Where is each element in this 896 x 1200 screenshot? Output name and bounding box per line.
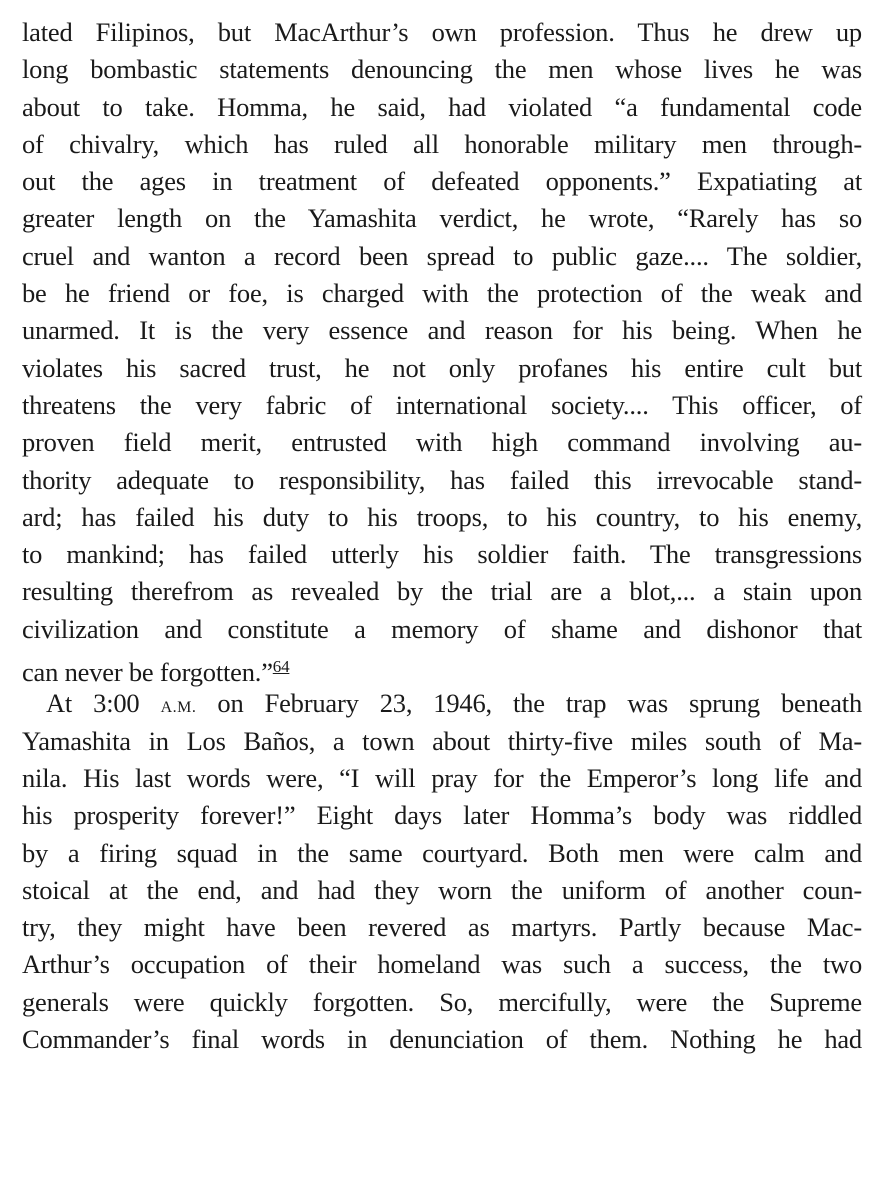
text-line: thority adequate to responsibility, has failed this irrevocable stand- [22,464,862,495]
footnote-link[interactable]: 64 [272,657,290,677]
text-line: cruel and wanton a record been spread to public gaze.... The soldier, [22,240,862,271]
text-line [22,685,862,722]
text-line: to mankind; has failed utterly his soldier faith. The transgressions [22,539,862,570]
text-line: proven field merit, entrusted with high command involving au- [22,427,862,458]
text-line: out the ages in treatment of defeated opponents.” Expatiating at [22,166,862,197]
text-line: violates his sacred trust, he not only profanes his entire cult but [22,352,862,383]
text-fragment: on February 23, 1946, the trap was sprung beneath [196,688,863,719]
text-line: stoical at the end, and had they worn the uniform of another coun- [22,874,862,905]
text-line: Commander’s final words in denunciation of them. Nothing he had [22,1024,862,1055]
text-fragment: At 3:00 [46,688,161,719]
text-line: about to take. Homma, he said, had violated “a fundamental code [22,91,862,122]
text-line: lated Filipinos, but MacArthur’s own profession. Thus he drew up [22,17,862,47]
text-line: generals were quickly forgotten. So, mercifully, were the Supreme [22,986,862,1017]
book-page [22,14,862,1058]
small-caps-time: A.M. [160,699,197,717]
text-line: try, they might have been revered as martyrs. Partly because Mac- [22,912,862,943]
text-line: resulting therefrom as revealed by the trial are a blot,... a stain upon [22,576,862,607]
text-line: nila. His last words were, “I will pray for the Emperor’s long life and [22,762,862,793]
text-line: Yamashita in Los Baños, a town about thirty-five miles south of Ma- [22,725,862,756]
paragraph-executions [22,723,862,1059]
text-line-content: can never be forgotten.” [22,657,273,688]
text-line: Arthur’s occupation of their homeland was such a success, the two [22,949,862,980]
text-line: threatens the very fabric of international society.... This officer, of [22,389,862,420]
text-line: be he friend or foe, is charged with the protection of the weak and [22,278,862,309]
text-line: long bombastic statements denouncing the men whose lives he was [22,54,862,85]
text-line: greater length on the Yamashita verdict, he wrote, “Rarely has so [22,203,862,234]
text-line [22,648,862,688]
text-line: his prosperity forever!” Eight days later Homma’s body was riddled [22,800,862,831]
text-line: unarmed. It is the very essence and reason for his being. When he [22,315,862,346]
text-line: ard; has failed his duty to his troops, to his country, to his enemy, [22,501,862,532]
text-line: of chivalry, which has ruled all honorable military men through- [22,128,862,159]
paragraph-macarthur-statement [22,14,862,648]
text-line: civilization and constitute a memory of shame and dishonor that [22,613,862,644]
text-line: by a firing squad in the same courtyard. Both men were calm and [22,837,862,868]
